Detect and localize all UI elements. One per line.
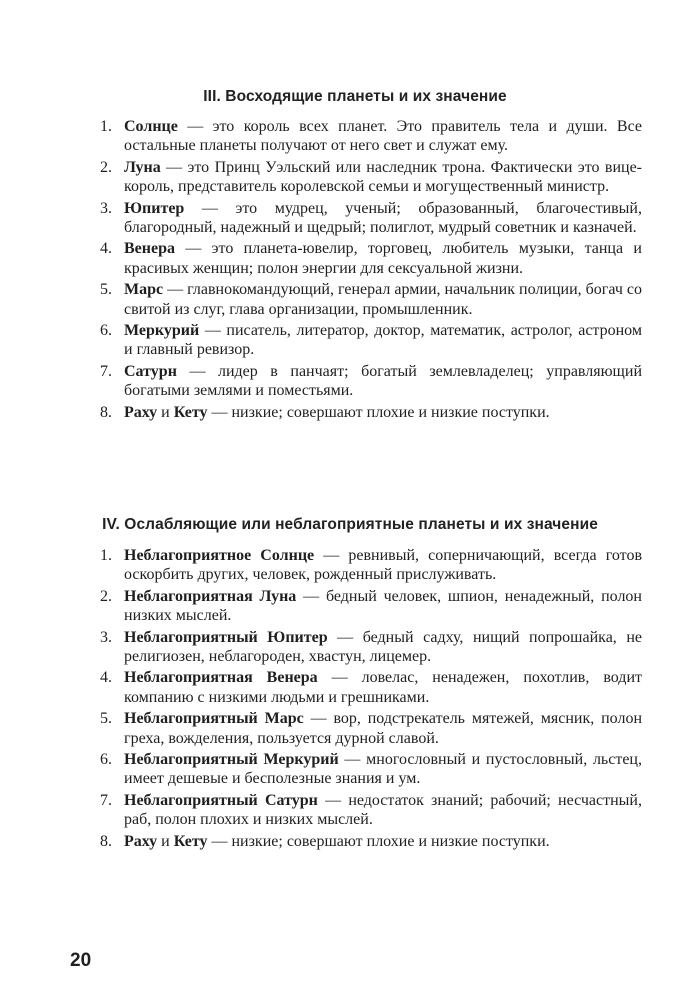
item-term: Меркурий [124, 322, 200, 340]
item-number: 6. [100, 322, 112, 340]
item-term: Неблагоприятное Солнце [124, 547, 315, 564]
list-item [70, 709, 642, 748]
item-text: — бедный садху, нищий попрошайка, не религиозен, неблагороден, хвастун, лицемер. [124, 628, 642, 666]
section-3-title: III. Восходящие планеты и их значение [203, 88, 507, 105]
item-term: Раху [124, 832, 158, 850]
item-text: — это король всех планет. Это правитель тела и души. Все остальные планеты получают от него свет и служат ему. [124, 118, 642, 155]
item-text: — ревнивый, соперничающий, всегда готов оскорбить других, человек, рожденный прислуживать. [124, 547, 642, 584]
item-number: 1. [100, 118, 112, 135]
item-term: Сатурн [124, 362, 177, 380]
item-number: 2. [100, 158, 112, 176]
item-text: — главнокомандующий, генерал армии, начальник полиции, богач со свитой из слуг, глава организации, промышленник. [124, 281, 642, 318]
item-term: Кету [173, 403, 208, 421]
item-conjunction: и [157, 832, 174, 850]
list-item [70, 587, 642, 626]
page-number: 20 [70, 950, 92, 971]
item-number: 5. [100, 281, 112, 299]
list-item [70, 362, 642, 401]
list-item [70, 321, 642, 360]
item-text: — ловелас, ненадежен, похотлив, водит компанию с низкими людьми и грешниками. [124, 669, 642, 706]
list-item [70, 403, 642, 422]
item-number: 1. [100, 547, 112, 564]
item-text: — это мудрец, ученый; образованный, благочестивый, благородный, надежный и щедрый; полиглот, мудрый советник и казначей. [124, 199, 642, 237]
item-text: — низкие; совершают плохие и низкие поступки. [207, 403, 550, 421]
item-number: 4. [100, 240, 112, 258]
item-text: — лидер в панчаят; богатый землевладелец; управляющий богатыми землями и поместьями. [124, 362, 642, 400]
section-3-list [70, 117, 642, 424]
section-4-list [70, 546, 642, 853]
list-item [70, 546, 642, 585]
list-item [70, 750, 642, 789]
item-text: — вор, подстрекатель мятежей, мясник, полон греха, вожделения, пользуется дурной славой. [124, 710, 643, 747]
item-number: 5. [100, 710, 112, 728]
item-term: Солнце [124, 118, 178, 135]
item-number: 3. [100, 199, 112, 217]
item-conjunction: и [157, 403, 174, 421]
item-text: — это планета-ювелир, торговец, любитель музыки, танца и красивых женщин; полон энергии для сексуальной жизни. [124, 240, 642, 277]
item-term: Венера [124, 240, 175, 258]
list-item [70, 199, 642, 238]
list-item [70, 117, 642, 156]
list-item [70, 628, 642, 667]
item-text: — писатель, литератор, доктор, математик, астролог, астроном и главный ревизор. [124, 322, 642, 359]
item-number: 8. [100, 403, 112, 421]
item-term: Раху [124, 403, 158, 421]
list-item [70, 280, 642, 319]
item-number: 2. [100, 587, 112, 605]
item-term: Неблагоприятная Венера [124, 669, 318, 687]
item-number: 7. [100, 791, 112, 809]
item-term: Юпитер [124, 199, 185, 217]
item-number: 7. [100, 362, 112, 380]
item-term: Кету [173, 832, 208, 850]
item-number: 4. [100, 669, 112, 687]
item-term: Луна [124, 158, 161, 176]
item-term: Неблагоприятный Меркурий [124, 751, 339, 769]
list-item [70, 832, 642, 851]
item-text: — низкие; совершают плохие и низкие поступки. [207, 832, 550, 850]
item-term: Неблагоприятная Луна [124, 587, 297, 605]
list-item [70, 158, 642, 197]
item-text: — это Принц Уэльский или наследник трона. Фактически это вице-король, представитель королевской семьи и могущественный министр. [124, 158, 642, 196]
item-term: Неблагоприятный Юпитер [124, 628, 328, 646]
section-4-title: IV. Ослабляющие или неблагоприятные планеты и их значение [102, 516, 598, 533]
item-term: Неблагоприятный Сатурн [124, 791, 318, 809]
item-number: 3. [100, 628, 112, 646]
item-number: 6. [100, 751, 112, 769]
item-text: — многословный и пустословный, льстец, имеет дешевые и бесполезные знания и ум. [124, 751, 642, 788]
item-number: 8. [100, 832, 112, 850]
list-item [70, 239, 642, 278]
item-text: — недостаток знаний; рабочий; несчастный, раб, полон плохих и низких мыслей. [124, 791, 642, 829]
item-text: — бедный человек, шпион, ненадежный, полон низких мыслей. [124, 587, 642, 625]
item-term: Марс [124, 281, 164, 299]
list-item [70, 791, 642, 830]
list-item [70, 668, 642, 707]
item-term: Неблагоприятный Марс [124, 710, 304, 728]
